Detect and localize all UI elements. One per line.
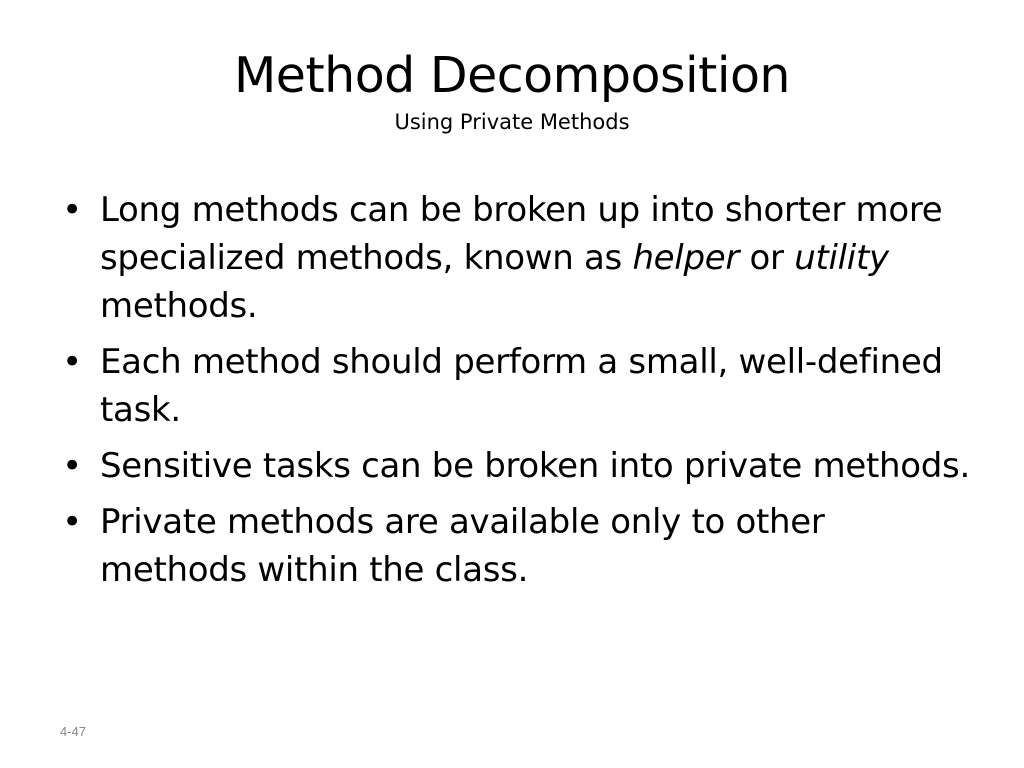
bullet-text: Each method should perform a small, well-defined task.	[100, 342, 943, 430]
bullet-item	[56, 442, 976, 490]
title-block	[0, 44, 1024, 136]
bullet-dot: •	[62, 190, 82, 230]
bullet-list	[56, 186, 976, 602]
bullet-text: Private methods are available only to other methods within the class.	[100, 502, 825, 590]
bullet-text-emphasis: helper	[632, 238, 740, 278]
bullet-text: Long methods can be broken up into shorter more specialized methods, known as	[100, 190, 943, 278]
bullet-text-emphasis: utility	[794, 238, 889, 278]
bullet-item	[56, 186, 976, 330]
slide-subtitle: Using Private Methods	[394, 110, 630, 134]
bullet-dot: •	[62, 342, 82, 382]
slide-title: Method Decomposition	[234, 47, 790, 104]
page-number: 4-47	[60, 724, 87, 739]
bullet-dot: •	[62, 446, 82, 486]
bullet-text: or	[739, 238, 795, 278]
bullet-dot: •	[62, 502, 82, 542]
bullet-item	[56, 338, 976, 434]
bullet-text: Sensitive tasks can be broken into private methods.	[100, 446, 970, 486]
bullet-item	[56, 498, 976, 594]
bullet-text: methods.	[100, 286, 258, 326]
